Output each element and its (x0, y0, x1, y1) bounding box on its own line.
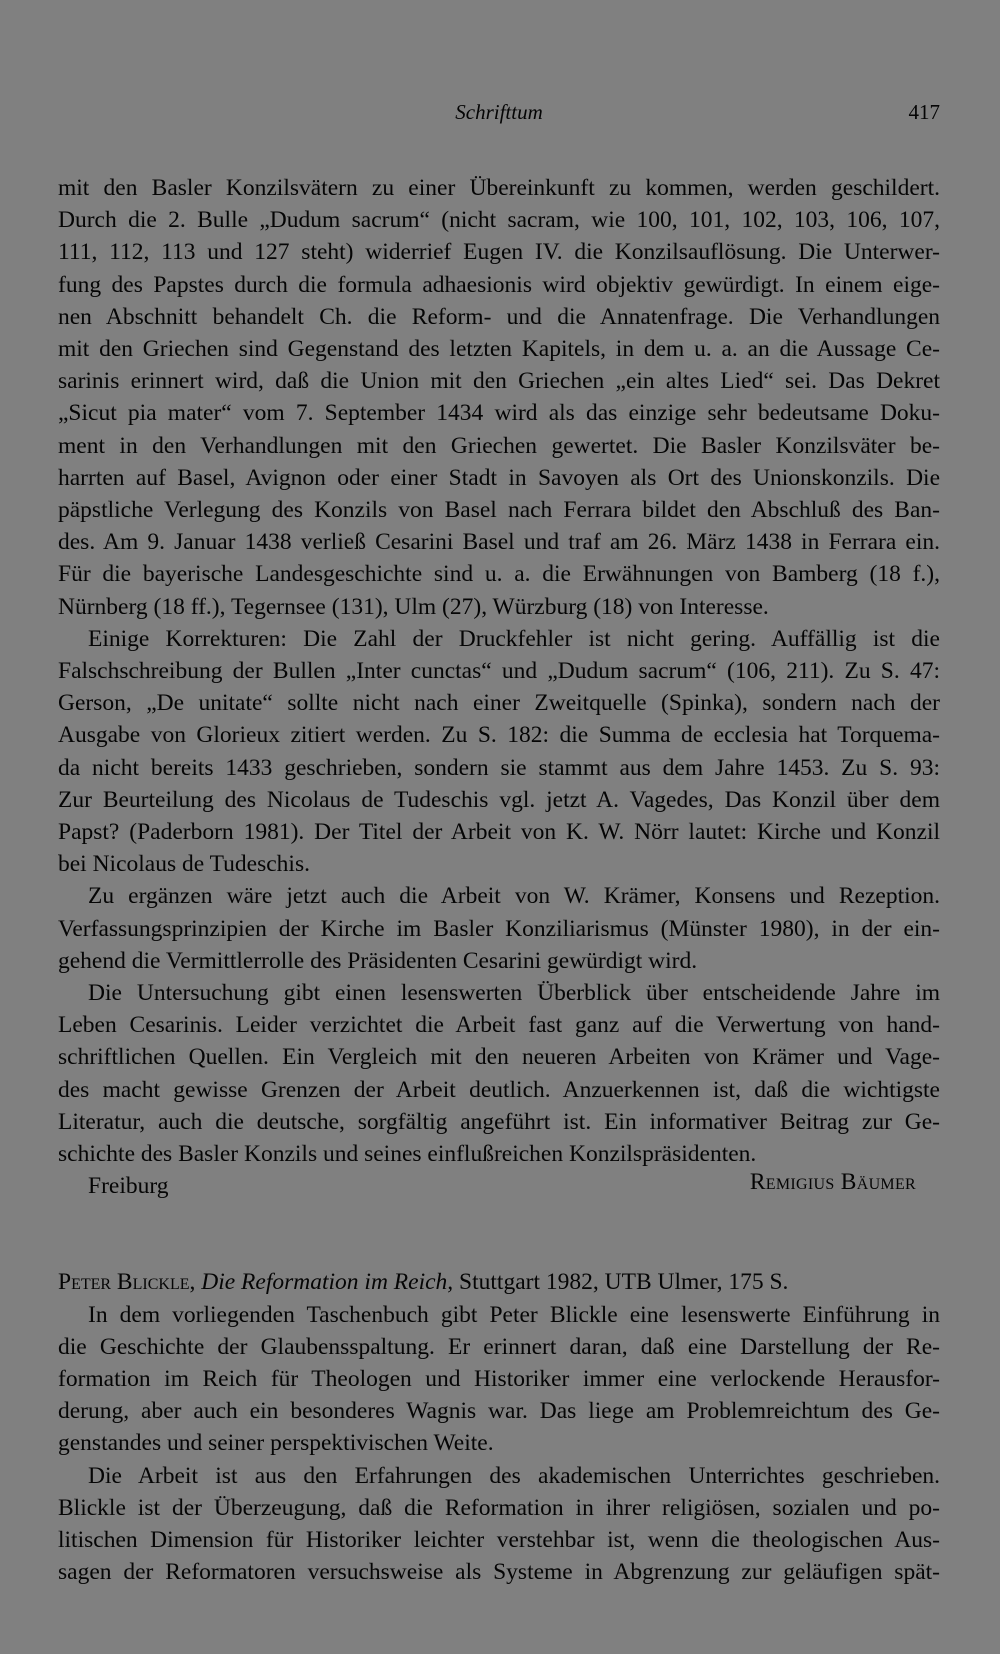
text-line: In dem vorliegenden Taschenbuch gibt Peter Blickle eine lesenswerte Einführung in (88, 1301, 940, 1328)
text-line: Leben Cesarinis. Leider verzichtet die Arbeit fast ganz auf die Verwertung von hand- (58, 1012, 940, 1039)
section-gap (58, 1204, 940, 1266)
text-line: mit den Basler Konzilsvätern zu einer Übereinkunft zu kommen, werden geschildert. (58, 175, 940, 201)
text-line: Die Untersuchung gibt einen lesenswerten Überblick über entscheidende Jahre im (88, 980, 940, 1007)
text-line: Nürnberg (18 ff.), Tegernsee (131), Ulm (27), Würzburg (18) von Interesse. (58, 593, 769, 620)
text-line: harrten auf Basel, Avignon oder einer Stadt in Savoyen als Ort des Unionskonzils. Die (58, 464, 940, 491)
text-line: Für die bayerische Landesgeschichte sind u. a. die Erwähnungen von Bamberg (18 f.), (58, 561, 940, 588)
text-line: des macht gewisse Grenzen der Arbeit deutlich. Anzuerkennen ist, daß die wichtigste (58, 1076, 940, 1103)
text-line: bei Nicolaus de Tudeschis. (58, 851, 310, 878)
text-line: mit den Griechen sind Gegenstand des letzten Kapitels, in dem u. a. an die Aussage Ce- (58, 336, 940, 363)
text-line: Die Arbeit ist aus den Erfahrungen des akademischen Unterrichtes geschrieben. (88, 1462, 940, 1489)
body-text (58, 172, 940, 1588)
book-title: Die Reformation im Reich, (201, 1269, 454, 1296)
running-title: Schrifttum (455, 100, 543, 124)
text-line: Zur Beurteilung des Nicolaus de Tudeschis vgl. jetzt A. Vagedes, Das Konzil über dem (58, 786, 940, 813)
signature-place: Freiburg (88, 1173, 169, 1200)
text-line: gehend die Vermittlerrolle des Präsidenten Cesarini gewürdigt wird. (58, 947, 698, 974)
review-heading (58, 1266, 940, 1298)
text-line: Zu ergänzen wäre jetzt auch die Arbeit von W. Krämer, Konsens und Rezeption. (88, 883, 940, 910)
running-head (58, 100, 940, 130)
text-line: Gerson, „De unitate“ sollte nicht nach einer Zweitquelle (Spinka), sondern nach der (58, 690, 940, 717)
text-line: „Sicut pia mater“ vom 7. September 1434 wird als das einzige sehr bedeutsame Doku- (58, 400, 940, 427)
reviewer-name: Remigius Bäumer (749, 1169, 916, 1196)
text-line: des. Am 9. Januar 1438 verließ Cesarini Basel und traf am 26. März 1438 in Ferrara ein. (58, 529, 940, 556)
text-line: Ausgabe von Glorieux zitiert werden. Zu S. 182: die Summa de ecclesia hat Torquema- (58, 722, 940, 749)
text-line: Einige Korrekturen: Die Zahl der Druckfehler ist nicht gering. Auffällig ist die (88, 625, 940, 652)
text-line: 111, 112, 113 und 127 steht) widerrief Eugen IV. die Konzilsauflösung. Die Unterwer- (58, 239, 940, 266)
text-line: sarinis erinnert wird, daß die Union mit den Griechen „ein altes Lied“ sei. Das Dekret (58, 368, 940, 395)
book-author: Peter Blickle, (58, 1269, 196, 1296)
text-line: da nicht bereits 1433 geschrieben, sondern sie stammt aus dem Jahre 1453. Zu S. 93: (58, 754, 940, 781)
text-line: Blickle ist der Überzeugung, daß die Reformation in ihrer religiösen, sozialen und po- (58, 1494, 940, 1521)
page-number: 417 (908, 100, 940, 124)
text-line: litischen Dimension für Historiker leichter verstehbar ist, wenn die theologischen Aus- (58, 1526, 940, 1553)
text-line: schichte des Basler Konzils und seines einflußreichen Konzilspräsidenten. (58, 1141, 757, 1168)
review-signature (58, 1170, 940, 1204)
text-line: sagen der Reformatoren versuchsweise als Systeme in Abgrenzung zur geläufigen spät- (58, 1559, 940, 1586)
text-line: ment in den Verhandlungen mit den Griechen gewertet. Die Basler Konzilsväter be- (58, 432, 940, 459)
text-line: formation im Reich für Theologen und Historiker immer eine verlockende Herausfor- (58, 1365, 940, 1392)
book-publication: Stuttgart 1982, UTB Ulmer, 175 S. (459, 1269, 789, 1296)
text-line: genstandes und seiner perspektivischen Weite. (58, 1430, 494, 1457)
text-line: die Geschichte der Glaubensspaltung. Er erinnert daran, daß eine Darstellung der Re- (58, 1333, 940, 1360)
text-line: fung des Papstes durch die formula adhaesionis wird objektiv gewürdigt. In einem eige- (58, 271, 940, 298)
text-line: Verfassungsprinzipien der Kirche im Basler Konziliarismus (Münster 1980), in der ein- (58, 915, 940, 942)
text-line: Literatur, auch die deutsche, sorgfältig angeführt ist. Ein informativer Beitrag zur Ge- (58, 1108, 940, 1135)
text-line: nen Abschnitt behandelt Ch. die Reform- und die Annatenfrage. Die Verhandlungen (58, 303, 940, 330)
text-line: Falschschreibung der Bullen „Inter cunctas“ und „Dudum sacrum“ (106, 211). Zu S. 47: (58, 658, 940, 685)
text-line: Durch die 2. Bulle „Dudum sacrum“ (nicht sacram, wie 100, 101, 102, 103, 106, 107, (58, 207, 940, 234)
text-line: Papst? (Paderborn 1981). Der Titel der Arbeit von K. W. Nörr lautet: Kirche und Konzil (58, 819, 940, 846)
text-line: derung, aber auch ein besonderes Wagnis war. Das liege am Problemreichtum des Ge- (58, 1398, 940, 1425)
text-line: schriftlichen Quellen. Ein Vergleich mit den neueren Arbeiten von Krämer und Vage- (58, 1044, 940, 1071)
text-line: päpstliche Verlegung des Konzils von Basel nach Ferrara bildet den Abschluß des Ban- (58, 497, 940, 524)
